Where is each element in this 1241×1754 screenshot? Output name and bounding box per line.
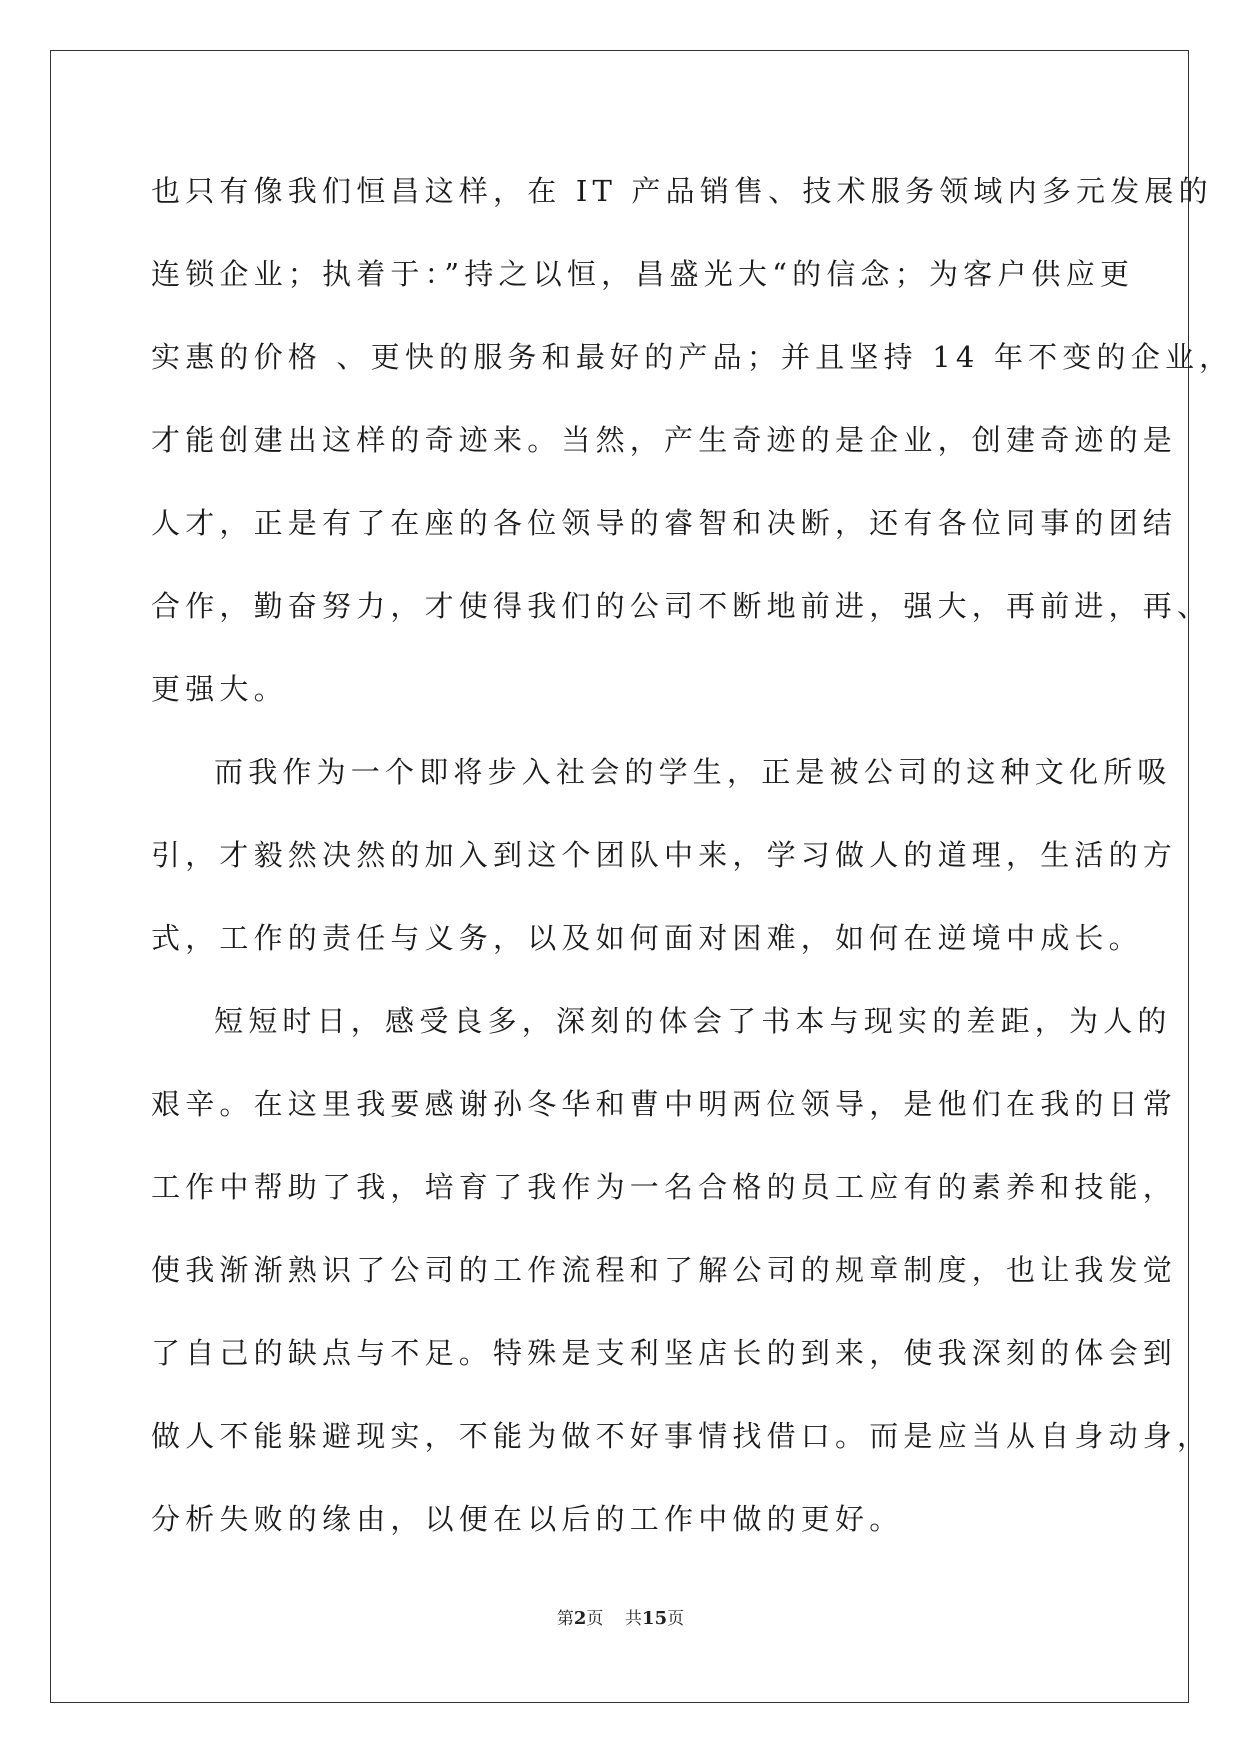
text-line: 做人不能躲避现实，不能为做不好事情找借口。而是应当从自身动身，	[151, 1419, 1212, 1453]
paragraph	[151, 992, 1212, 1573]
text-line: 也只有像我们恒昌这样，在 IT 产品销售、技术服务领域内多元发展的	[151, 174, 1213, 208]
text-line: 引，才毅然决然的加入到这个团队中来，学习做人的道理，生活的方	[151, 838, 1178, 872]
page-footer	[0, 1604, 1241, 1629]
text-line: 式，工作的责任与义务，以及如何面对困难，如何在逆境中成长。	[151, 921, 1143, 955]
total-suffix: 页	[667, 1609, 685, 1629]
page-number: 2	[573, 1608, 587, 1629]
text-line: 实惠的价格 、更快的服务和最好的产品；并且坚持 14 年不变的企业，	[151, 340, 1234, 374]
paragraph	[151, 162, 1234, 743]
text-line: 更强大。	[151, 672, 288, 706]
text-line: 了自己的缺点与不足。特殊是支利坚店长的到来，使我深刻的体会到	[151, 1336, 1178, 1370]
text-line: 使我渐渐熟识了公司的工作流程和了解公司的规章制度，也让我发觉	[151, 1253, 1178, 1287]
document-body	[151, 162, 1234, 1573]
total-prefix: 共	[625, 1609, 643, 1629]
text-line: 连锁企业；执着于：”持之以恒，昌盛光大“的信念；为客户供应更	[151, 257, 1135, 291]
text-line: 短短时日，感受良多，深刻的体会了书本与现实的差距，为人的	[214, 1004, 1172, 1038]
total-pages: 15	[642, 1608, 668, 1629]
text-line: 人才，正是有了在座的各位领导的睿智和决断，还有各位同事的团结	[151, 506, 1178, 540]
page-suffix: 页	[586, 1609, 604, 1629]
text-line: 艰辛。在这里我要感谢孙冬华和曹中明两位领导，是他们在我的日常	[151, 1087, 1178, 1121]
text-line: 而我作为一个即将步入社会的学生，正是被公司的这种文化所吸	[214, 755, 1172, 789]
page-prefix: 第	[556, 1609, 574, 1629]
paragraph	[151, 743, 1178, 992]
text-line: 工作中帮助了我，培育了我作为一名合格的员工应有的素养和技能，	[151, 1170, 1178, 1204]
text-line: 才能创建出这样的奇迹来。当然，产生奇迹的是企业，创建奇迹的是	[151, 423, 1178, 457]
text-line: 分析失败的缘由，以便在以后的工作中做的更好。	[151, 1502, 904, 1536]
text-line: 合作，勤奋努力，才使得我们的公司不断地前进，强大，再前进，再、	[151, 589, 1212, 623]
